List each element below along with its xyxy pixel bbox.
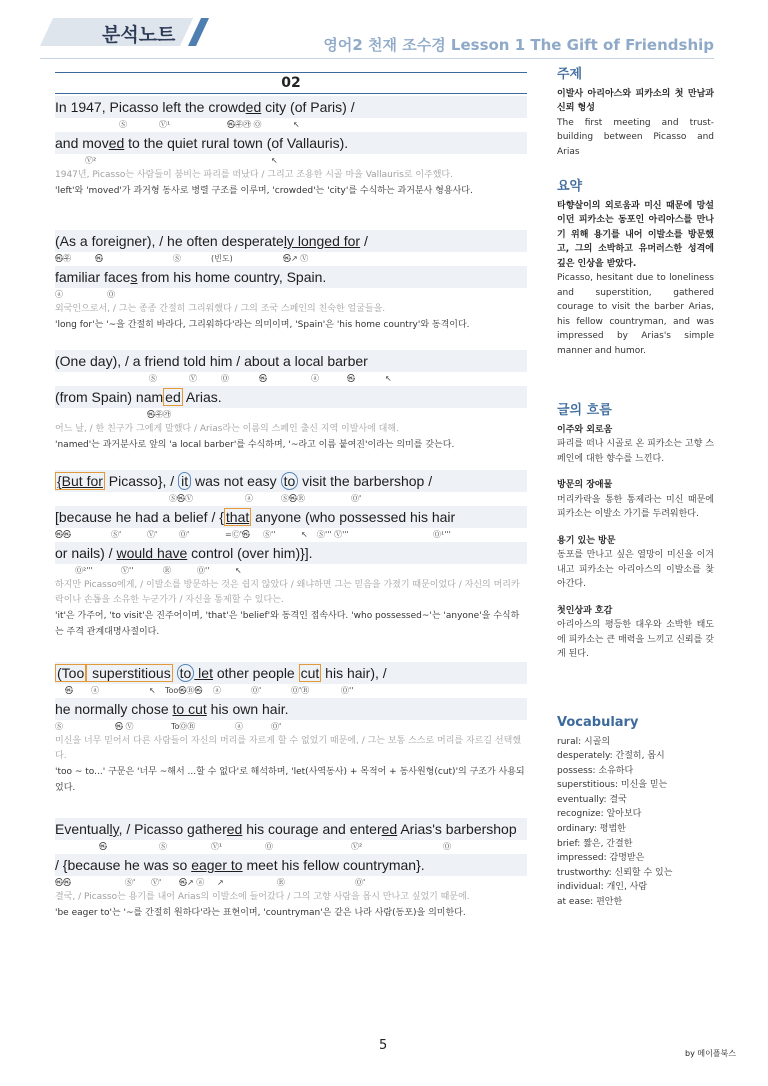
annotation: Ⓢ Ⓥ Ⓞ ㉿ ⓐ ㉿ ↖ (149, 374, 392, 383)
vocab-section (557, 716, 714, 910)
flow-item: 용기 있는 방문 동포를 만나고 싶은 열망이 미신을 이겨내고 피카소는 아리아스의 이발소를 찾아간다. (557, 535, 714, 589)
vocab-item: individual: 개인, 사람 (557, 882, 648, 893)
annotation: ㉿ ⓐ ↖ Too㉿Ⓡ㉿ ⓐ Ⓞ' Ⓞ'Ⓡ Ⓞ'' (65, 686, 354, 695)
eng-line: {But for Picasso}, / it was not easy to visit the barbershop / (55, 470, 527, 492)
korean-translation: 결국, / Picasso는 용기를 내어 Arias의 이발소에 들어갔다 / 그의 고향 사람을 몹시 만나고 싶었기 때문에. (55, 892, 470, 902)
vocab-item: recognize: 알아보다 (557, 809, 642, 820)
summary-section (557, 180, 714, 358)
sentence-3 (55, 350, 527, 453)
summary-korean: 타향살이의 외로움과 미신 때문에 망설이던 피카소는 동포인 아리아스를 만나기 위해 용기를 내어 이발소를 방문했고, 그의 소박하고 유머러스한 성격에 깊은 인상을 받았다. (557, 200, 714, 269)
vocab-item: eventually: 결국 (557, 794, 627, 805)
grammar-note: 'too ~ to...' 구문은 '너무 ~해서 ...할 수 없다'로 해석하며, 'let(사역동사) + 목적어 + 동사원형(cut)'의 구조가 사용되었다. (55, 767, 525, 793)
vocab-item: at ease: 편안한 (557, 897, 623, 908)
summary-heading: 요약 (557, 179, 583, 194)
grammar-note: 'it'은 가주어, 'to visit'은 진주어이며, 'that'은 'belief'와 동격인 접속사다. 'who possessed~'는 'anyone'을 수식하는 주격 관계대명사절이다. (55, 611, 520, 637)
korean-translation: 외국인으로서, / 그는 종종 간절히 그리워했다 / 그의 조국 스페인의 친숙한 얼굴들을. (55, 304, 386, 314)
sentence-6 (55, 818, 527, 921)
flow-section (557, 404, 714, 662)
eng-line: [because he had a belief / { that anyone (who possessed his hair (55, 506, 527, 528)
eng-line: (As a foreigner), / he often desperately longed for / (55, 230, 527, 252)
vocab-item: impressed: 감명받은 (557, 853, 645, 864)
eng-line: Eventually, / Picasso gathered his courage and entered Arias's barbershop (55, 818, 527, 840)
annotation: ⓐ Ⓞ (55, 290, 115, 299)
annotation: Ⓥ² ↖ (85, 156, 278, 165)
theme-heading: 주제 (557, 67, 583, 82)
korean-translation: 하지만 Picasso에게, / 이발소를 방문하는 것은 쉽지 않았다 / 왜냐하면 그는 믿음을 가졌기 때문이었다 / 자신의 머리카락이나 손톱을 소유한 누군가가 / 자신을 통제할 수 있다는. (55, 580, 520, 605)
sentence-5 (55, 662, 527, 796)
annotation: Ⓢ Ⓥ¹ ㉿㉾㉸ Ⓞ ↖ (119, 120, 300, 129)
theme-english: The first meeting and trust-building between Picasso and Arias (557, 117, 714, 157)
vocab-item: trustworthy: 신뢰할 수 있는 (557, 867, 673, 878)
annotation: ㉿㉾㉸ (147, 410, 171, 419)
grammar-note: 'be eager to'는 '~를 간절히 원하다'라는 표현이며, 'countryman'은 같은 나라 사람(동포)을 의미한다. (55, 908, 466, 918)
annotation: ㉿㉿ Ⓢ' Ⓥ' ㉿↗ ⓐ ↗ Ⓡ Ⓞ' (55, 878, 366, 887)
main-column (55, 72, 527, 918)
annotation: ㉿㉿ Ⓢ' Ⓥ' Ⓞ' =Ⓒ'㉿ Ⓢ'' ↖ Ⓢ''' Ⓥ''' Ⓞ¹''' (55, 530, 451, 539)
eng-line: In 1947, Picasso left the crowded city (of Paris) / (55, 96, 527, 118)
vocab-item: desperately: 간절히, 몹시 (557, 751, 665, 762)
vocab-item: possess: 소유하다 (557, 765, 634, 776)
sentence-1 (55, 96, 527, 199)
vocab-heading: Vocabulary (557, 715, 639, 730)
eng-line: (One day), / a friend told him / about a local barber (55, 350, 527, 372)
annotation: Ⓢ㉿Ⓥ ⓐ Ⓢ㉿Ⓡ Ⓞ' (169, 494, 362, 503)
grammar-note: 'long for'는 '~을 간절히 바라다, 그리워하다'라는 의미이며, 'Spain'은 'his home country'와 동격이다. (55, 320, 470, 330)
flow-item: 이주와 외로움 파리를 떠나 시골로 온 피카소는 고향 스페인에 대한 향수를 느낀다. (557, 424, 714, 464)
vocab-item: rural: 시골의 (557, 736, 611, 747)
publisher-credit: by 메이플북스 (685, 1049, 736, 1058)
grammar-note: 'named'는 과거분사로 앞의 'a local barber'를 수식하며, '~라고 이름 붙여진'이라는 의미를 갖는다. (55, 440, 455, 450)
summary-english: Picasso, hesitant due to loneliness and superstition, gathered courage to visit the barber Arias, his fellow countryman, and was impressed by Arias's simple manner and humor. (557, 273, 714, 356)
korean-translation: 미신을 너무 믿어서 다른 사람들이 자신의 머리를 자르게 할 수 없었기 때문에, / 그는 보통 스스로 머리를 자르길 선택했다. (55, 736, 522, 761)
vocab-item: brief: 짧은, 간결한 (557, 838, 633, 849)
korean-translation: 1947년, Picasso는 사람들이 붐비는 파리를 떠났다 / 그리고 조용한 시골 마을 Vallauris로 이주했다. (55, 170, 453, 180)
flow-item: 방문의 장애물 머리카락을 통한 통제라는 미신 때문에 피카소는 이발소 가기를 두려워한다. (557, 480, 714, 519)
flow-item: 첫인상과 호감 아리아스의 평등한 대우와 소박한 태도에 피카소는 큰 매력을 느끼고 신뢰를 갖게 된다. (557, 605, 714, 659)
annotation: Ⓞ²''' Ⓥ'' Ⓡ Ⓞ'' ↖ (75, 566, 242, 575)
theme-section (557, 68, 714, 159)
eng-line: and moved to the quiet rural town (of Vallauris). (55, 132, 527, 154)
vocab-item: superstitious: 미신을 믿는 (557, 780, 668, 791)
sentence-4 (55, 470, 527, 640)
eng-line: (Too superstitious to let other people cut his hair), / (55, 662, 527, 684)
eng-line: (from Spain) nam ed Arias. (55, 386, 527, 408)
sentence-2 (55, 230, 527, 333)
vocab-item: ordinary: 평범한 (557, 824, 626, 835)
eng-line: or nails) / would have control (over him)}]. (55, 542, 527, 564)
korean-translation: 어느 날, / 한 친구가 그에게 말했다 / Arias라는 이름의 스페인 출신 지역 이발사에 대해. (55, 424, 399, 434)
theme-korean: 이발사 아리아스와 피카소의 첫 만남과 신뢰 형성 (557, 88, 714, 113)
annotation: Ⓢ ㉿ Ⓥ ToⓄⓇ ⓐ Ⓞ' (55, 722, 282, 731)
eng-line: / {because he was so eager to meet his fellow countryman}. (55, 854, 527, 876)
annotation: ㉿㉾ ㉿ Ⓢ (빈도) ㉿↗ Ⓥ (55, 254, 309, 263)
eng-line: familiar faces from his home country, Spain. (55, 266, 527, 288)
annotation: ㉿ Ⓢ Ⓥ¹ Ⓞ Ⓥ² Ⓞ (99, 842, 451, 851)
grammar-note: 'left'와 'moved'가 과거형 동사로 병렬 구조를 이루며, 'crowded'는 'city'를 수식하는 과거분사 형용사다. (55, 186, 473, 196)
header-title: 영어2 천재 조수경 Lesson 1 The Gift of Friendship (323, 36, 714, 54)
header-tab-label: 분석노트 (102, 24, 176, 46)
header-tab (40, 18, 190, 48)
page-number: 5 (379, 1038, 388, 1053)
eng-line: he normally chose to cut his own hair. (55, 698, 527, 720)
header-divider (40, 58, 714, 59)
flow-heading: 글의 흐름 (557, 403, 612, 418)
section-number: 02 (55, 72, 527, 94)
